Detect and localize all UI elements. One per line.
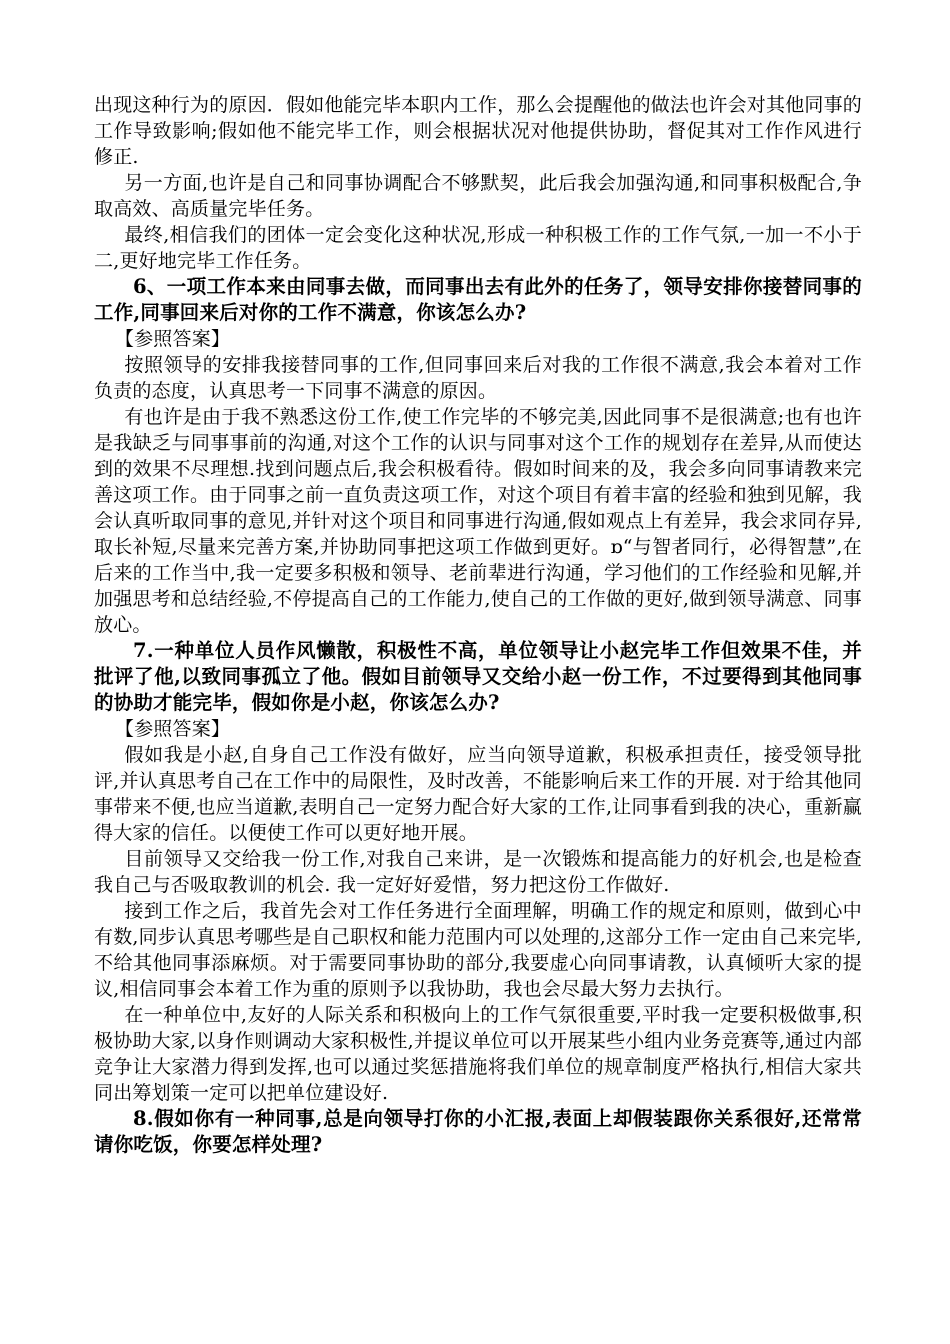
paragraph: 另一方面,也许是自己和同事协调配合不够默契，此后我会加强沟通,和同事积极配合,争取高效、高质量完毕任务。 xyxy=(94,172,862,220)
question-heading: 7.一种单位人员作风懒散，积极性不高，单位领导让小赵完毕工作但效果不佳，并批评了他,以致同事孤立了他。假如目前领导又交给小赵一份工作，不过要得到其他同事的协助才能完毕，假如你是小赵，你该怎么办? xyxy=(94,639,862,714)
document-body xyxy=(94,92,862,1158)
paragraph: 接到工作之后，我首先会对工作任务进行全面理解，明确工作的规定和原则，做到心中有数,同步认真思考哪些是自己职权和能力范围内可以处理的,这部分工作一定由自己来完毕,不给其他同事添麻烦。对于需要同事协助的部分,我要虚心向同事请教，认真倾听大家的提议,相信同事会本着工作为重的原则予以我协助，我也会尽最大努力去执行。 xyxy=(94,900,862,1000)
paragraph: 目前领导又交给我一份工作,对我自己来讲，是一次锻炼和提高能力的好机会,也是检查我自己与否吸取教训的机会. 我一定好好爱惜，努力把这份工作做好. xyxy=(94,848,862,896)
reference-answer-label: 【参照答案】 xyxy=(114,718,231,740)
paragraph: 出现这种行为的原因．假如他能完毕本职内工作，那么会提醒他的做法也许会对其他同事的工作导致影响;假如他不能完毕工作，则会根据状况对他提供协助，督促其对工作作风进行修正. xyxy=(94,94,863,168)
paragraph: 在一种单位中,友好的人际关系和积极向上的工作气氛很重要,平时我一定要积极做事,积极协助大家,以身作则调动大家积极性,并提议单位可以开展某些小组内业务竞赛等,通过内部竞争让大家潜力得到发挥,也可以通过奖惩措施将我们单位的规章制度严格执行,相信大家共同出筹划策一定可以把单位建设好. xyxy=(94,1004,862,1104)
question-heading: 8.假如你有一种同事,总是向领导打你的小汇报,表面上却假装跟你关系很好,还常常请你吃饭，你要怎样处理? xyxy=(94,1107,862,1156)
paragraph: 最终,相信我们的团体一定会变化这种状况,形成一种积极工作的工作气氛,一加一不小于二,更好地完毕工作任务。 xyxy=(94,224,862,272)
paragraph: 有也许是由于我不熟悉这份工作,使工作完毕的不够完美,因此同事不是很满意;也有也许是我缺乏与同事事前的沟通,对这个工作的认识与同事对这个工作的规划存在差异,从而使达到的效果不尽理想.找到问题点后,我会积极看待。假如时间来的及，我会多向同事请教来完善这项工作。由于同事之前一直负责这项工作，对这个项目有着丰富的经验和独到见解，我会认真听取同事的意见,并针对这个项目和同事进行沟通,假如观点上有差异，我会求同存异,取长补短,尽量来完善方案,并协助同事把这项工作做到更好。ɒ“与智者同行，必得智慧”,在后来的工作当中,我一定要多积极和领导、老前辈进行沟通，学习他们的工作经验和见解,并加强思考和总结经验,不停提高自己的工作能力,使自己的工作做的更好,做到领导满意、同事放心。 xyxy=(94,406,863,636)
reference-answer-label: 【参照答案】 xyxy=(114,328,231,350)
paragraph: 假如我是小赵,自身自己工作没有做好，应当向领导道歉，积极承担责任，接受领导批评,并认真思考自己在工作中的局限性，及时改善，不能影响后来工作的开展. 对于给其他同事带来不便,也应当道歉,表明自己一定努力配合好大家的工作,让同事看到我的决心，重新赢得大家的信任。以便使工作可以更好地开展。 xyxy=(94,744,862,844)
paragraph: 按照领导的安排我接替同事的工作,但同事回来后对我的工作很不满意,我会本着对工作负责的态度，认真思考一下同事不满意的原因。 xyxy=(94,354,862,402)
question-heading: 6、一项工作本来由同事去做，而同事出去有此外的任务了，领导安排你接替同事的工作,同事回来后对你的工作不满意，你该怎么办? xyxy=(94,275,862,324)
